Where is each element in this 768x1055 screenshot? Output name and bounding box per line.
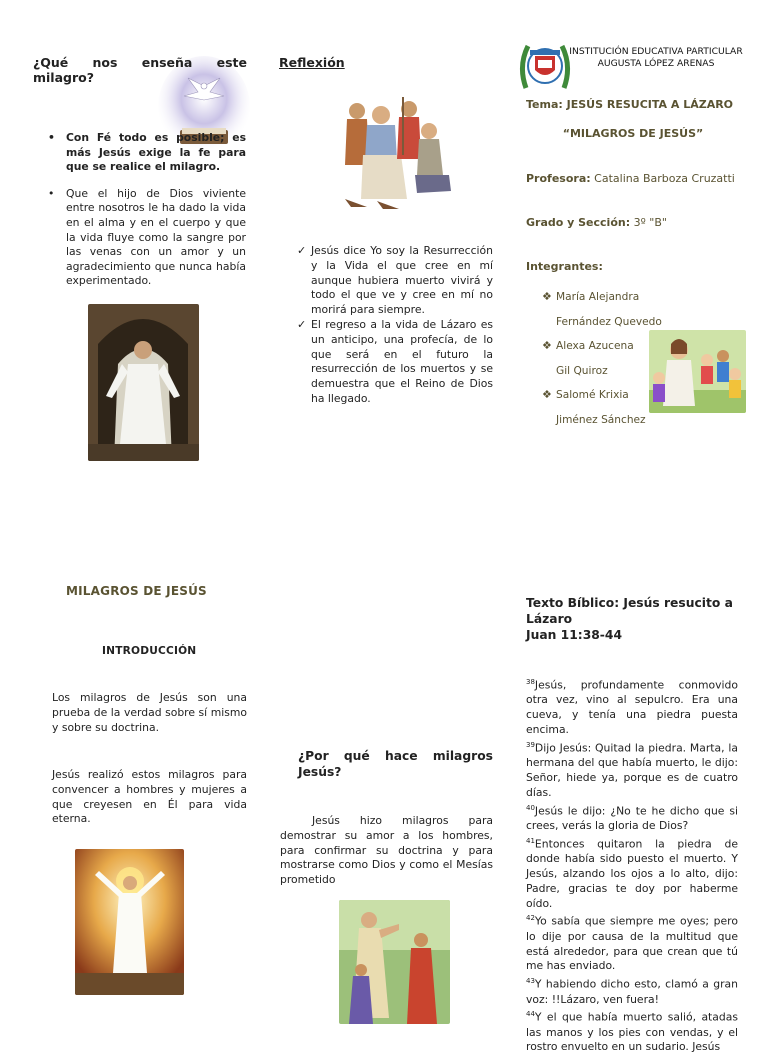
institution-name [566,46,746,69]
profesora-label: Profesora: [526,172,591,185]
grado-label: Grado y Sección: [526,216,631,229]
diamond-bullet-icon: ❖ [542,388,552,401]
biblical-title: Texto Bíblico: Jesús resucito a Lázaro [526,596,733,626]
verse-40: $^{40}$Jesús le dijo: ¿No te he dicho que si crees, verás la gloria de Dios? [526,803,738,832]
diamond-bullet-icon: ❖ [542,339,552,352]
jesus-children-image [337,95,457,213]
reflexion-checks [297,244,493,407]
tema-label: Tema: [526,98,563,111]
profesora-line [526,172,735,185]
intro-subheading: INTRODUCCIÓN [102,645,197,657]
cover-subtitle: “MILAGROS DE JESÚS” [562,127,704,140]
intro-heading: MILAGROS DE JESÚS [66,584,207,598]
jesus-kids-cartoon-image [649,330,746,413]
list-item: ✓ El regreso a la vida de Lázaro es un anticipo, una profecía, de lo que será en el futuro la resurrección de los muertos y se demuestra que el Reino de Dios ha llegado. [297,318,493,407]
list-item: • Con Fé todo es posible; es más Jesús exige la fe para que se realice el milagro. [48,131,246,175]
verses-block [526,675,738,1055]
verse-41: $^{41}$Entonces quitaron la piedra de donde había sido puesto el muerto. Y Jesús, alzando los ojos a lo alto, dijo: Padre, gracias te doy por haberme oído. [526,836,738,910]
biblical-ref: Juan 11:38-44 [526,628,623,642]
list-item: • Que el hijo de Dios viviente entre nosotros le ha dado la vida en el alma y en el cuerpo y que la vida fluye como la sangre por las venas con un amor y un agradecimiento que nunca había experimentado. [48,187,246,289]
reflexion-title: Reflexión [279,55,345,70]
integrantes-label: Integrantes: [526,260,603,273]
grado-value: 3º "B" [633,216,667,229]
tema-line [526,98,733,111]
list-item: ❖ Salomé Krixia Jiménez Sánchez [526,383,706,432]
jesus-ascension-image [75,849,184,995]
tema-value: JESÚS RESUCITA A LÁZARO [566,98,734,111]
intro-paragraph-2: Jesús realizó estos milagros para convencer a hombres y mujeres a que creyesen en Él para vida eterna. [52,768,247,826]
why-title: ¿Por qué hace milagros Jesús? [298,749,493,779]
list-item: ❖ María Alejandra Fernández Quevedo [526,285,706,334]
jesus-tomb-image [88,304,199,461]
list-item: ✓ Jesús dice Yo soy la Resurrección y la Vida el que cree en mí aunque hubiera muerto vivirá y todo el que ve y cree en mí no morirá para siempre. [297,244,493,318]
institution-line-2: AUGUSTA LÓPEZ ARENAS [597,57,715,69]
grado-line [526,216,667,229]
institution-line-1: INSTITUCIÓN EDUCATIVA PARTICULAR [569,46,743,57]
jesus-disciples-image [339,900,450,1024]
verse-39: $^{39}$Dijo Jesús: Quitad la piedra. Marta, la hermana del que había muerto, le dijo: Señor, hiede ya, porque es de cuatro días. [526,740,738,799]
panel1-title: ¿Qué nos enseña este milagro? [33,55,247,85]
verse-44: $^{44}$Y el que había muerto salió, atadas las manos y los pies con vendas, y el rostro envuelto en un sudario. Jesús [526,1010,738,1054]
panel1-bullets [48,131,246,301]
intro-paragraph-1: Los milagros de Jesús son una prueba de la verdad sobre sí mismo y sobre su doctrina. [52,691,247,734]
diamond-bullet-icon: ❖ [542,290,552,303]
list-item: ❖ Alexa Azucena Gil Quiroz [526,334,706,383]
profesora-value: Catalina Barboza Cruzatti [594,172,735,185]
why-text: Jesús hizo milagros para demostrar su amor a los hombres, para confirmar su doctrina y para mostrarse como Dios y como el Mesías prometido [280,814,493,887]
verse-42: $^{42}$Yo sabía que siempre me oyes; pero lo dije por causa de la multitud que está alrededor, para que crean que tú me has enviado. [526,914,738,973]
verse-38: $^{38}$Jesús, profundamente conmovido otra vez, vino al sepulcro. Era una cueva, y tenía una piedra puesta encima. [526,678,738,736]
verse-43: $^{43}$Y habiendo dicho esto, clamó a gran voz: !!Lázaro, ven fuera! [526,977,738,1006]
